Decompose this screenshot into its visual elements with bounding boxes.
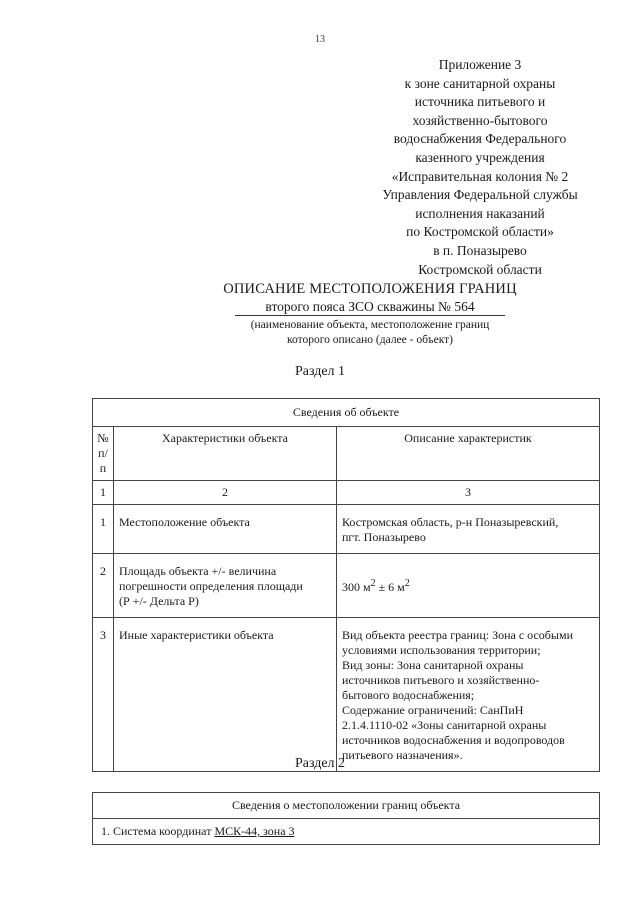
row-characteristic: Иные характеристики объекта bbox=[114, 618, 337, 772]
row-number: 1 bbox=[93, 505, 114, 554]
area-unit-exponent: 2 bbox=[370, 578, 376, 589]
characteristic-line: Площадь объекта +/- величина bbox=[119, 564, 277, 578]
description-line: Вид зоны: Зона санитарной охраны bbox=[342, 658, 524, 672]
description-line: условиями использования территории; bbox=[342, 643, 541, 657]
row-number: 3 bbox=[93, 618, 114, 772]
column-header-description: Описание характеристик bbox=[337, 427, 600, 481]
description-line: пгт. Поназырево bbox=[342, 530, 426, 544]
characteristic-line: (Р +/- Дельта Р) bbox=[119, 594, 199, 608]
description-line: источников водоснабжения и водопроводов bbox=[342, 733, 565, 747]
row-characteristic bbox=[114, 554, 337, 618]
description-line: Вид объекта реестра границ: Зона с особыми bbox=[342, 628, 573, 642]
object-info-table bbox=[92, 398, 600, 772]
section-1-heading: Раздел 1 bbox=[294, 364, 346, 379]
boundary-location-table bbox=[92, 792, 600, 845]
table-header: Сведения о местоположении границ объекта bbox=[93, 793, 600, 819]
appendix-line: в п. Поназырево bbox=[433, 242, 527, 258]
appendix-line: водоснабжения Федерального bbox=[393, 131, 567, 147]
appendix-line: «Исправительная колония № 2 bbox=[391, 168, 569, 184]
coordinate-system-value: МСК-44, зона 3 bbox=[214, 824, 295, 838]
row-characteristic: Местоположение объекта bbox=[114, 505, 337, 554]
appendix-line: исполнения наказаний bbox=[415, 205, 545, 221]
area-tolerance: ± 6 м bbox=[375, 580, 405, 594]
caption-line: которого описано (далее - объект) bbox=[286, 334, 454, 346]
description-line: бытового водоснабжения; bbox=[342, 688, 475, 702]
appendix-line: Костромской области bbox=[418, 261, 542, 277]
coordinate-system-label: 1. Система координат bbox=[101, 824, 215, 838]
appendix-line: хозяйственно-бытового bbox=[412, 112, 548, 128]
section-2-heading: Раздел 2 bbox=[294, 756, 346, 771]
description-line: 2.1.4.1110-02 «Зоны санитарной охраны bbox=[342, 718, 547, 732]
row-description bbox=[337, 505, 600, 554]
area-value: 300 м bbox=[342, 580, 371, 594]
description-line: Содержание ограничений: СанПиН bbox=[342, 703, 524, 717]
description-line: источников питьевого и хозяйственно- bbox=[342, 673, 540, 687]
appendix-line: к зоне санитарной охраны bbox=[404, 75, 556, 91]
column-index: 2 bbox=[114, 481, 337, 505]
table-row bbox=[93, 554, 600, 618]
description-line: питьевого назначения». bbox=[342, 748, 463, 762]
appendix-line: казенного учреждения bbox=[415, 149, 545, 165]
column-index: 3 bbox=[337, 481, 600, 505]
document-caption bbox=[150, 318, 590, 348]
appendix-line: Управления Федеральной службы bbox=[382, 187, 578, 203]
row-number: 2 bbox=[93, 554, 114, 618]
appendix-line: источника питьевого и bbox=[414, 94, 546, 110]
page-number: 13 bbox=[315, 34, 325, 45]
table-row bbox=[93, 819, 600, 845]
table-row bbox=[93, 505, 600, 554]
column-index: 1 bbox=[93, 481, 114, 505]
column-header-characteristics: Характеристики объекта bbox=[114, 427, 337, 481]
tolerance-unit-exponent: 2 bbox=[404, 578, 410, 589]
title-block bbox=[150, 280, 590, 348]
characteristic-line: погрешности определения площади bbox=[119, 579, 303, 593]
document-title: ОПИСАНИЕ МЕСТОПОЛОЖЕНИЯ ГРАНИЦ bbox=[223, 281, 517, 297]
coordinate-system-row bbox=[93, 819, 600, 845]
table-header: Сведения об объекте bbox=[93, 399, 600, 427]
appendix-line: Приложение 3 bbox=[438, 57, 522, 72]
caption-line: (наименование объекта, местоположение границ bbox=[250, 319, 490, 331]
appendix-line: по Костромской области» bbox=[406, 224, 554, 240]
description-line: Костромская область, р-н Поназыревский, bbox=[342, 515, 559, 529]
appendix-block bbox=[360, 56, 600, 279]
row-description bbox=[337, 618, 600, 772]
column-header-number: № п/п bbox=[93, 427, 114, 481]
row-description bbox=[337, 554, 600, 618]
table-row bbox=[93, 618, 600, 772]
document-subtitle: второго пояса ЗСО скважины № 564 bbox=[235, 299, 504, 316]
